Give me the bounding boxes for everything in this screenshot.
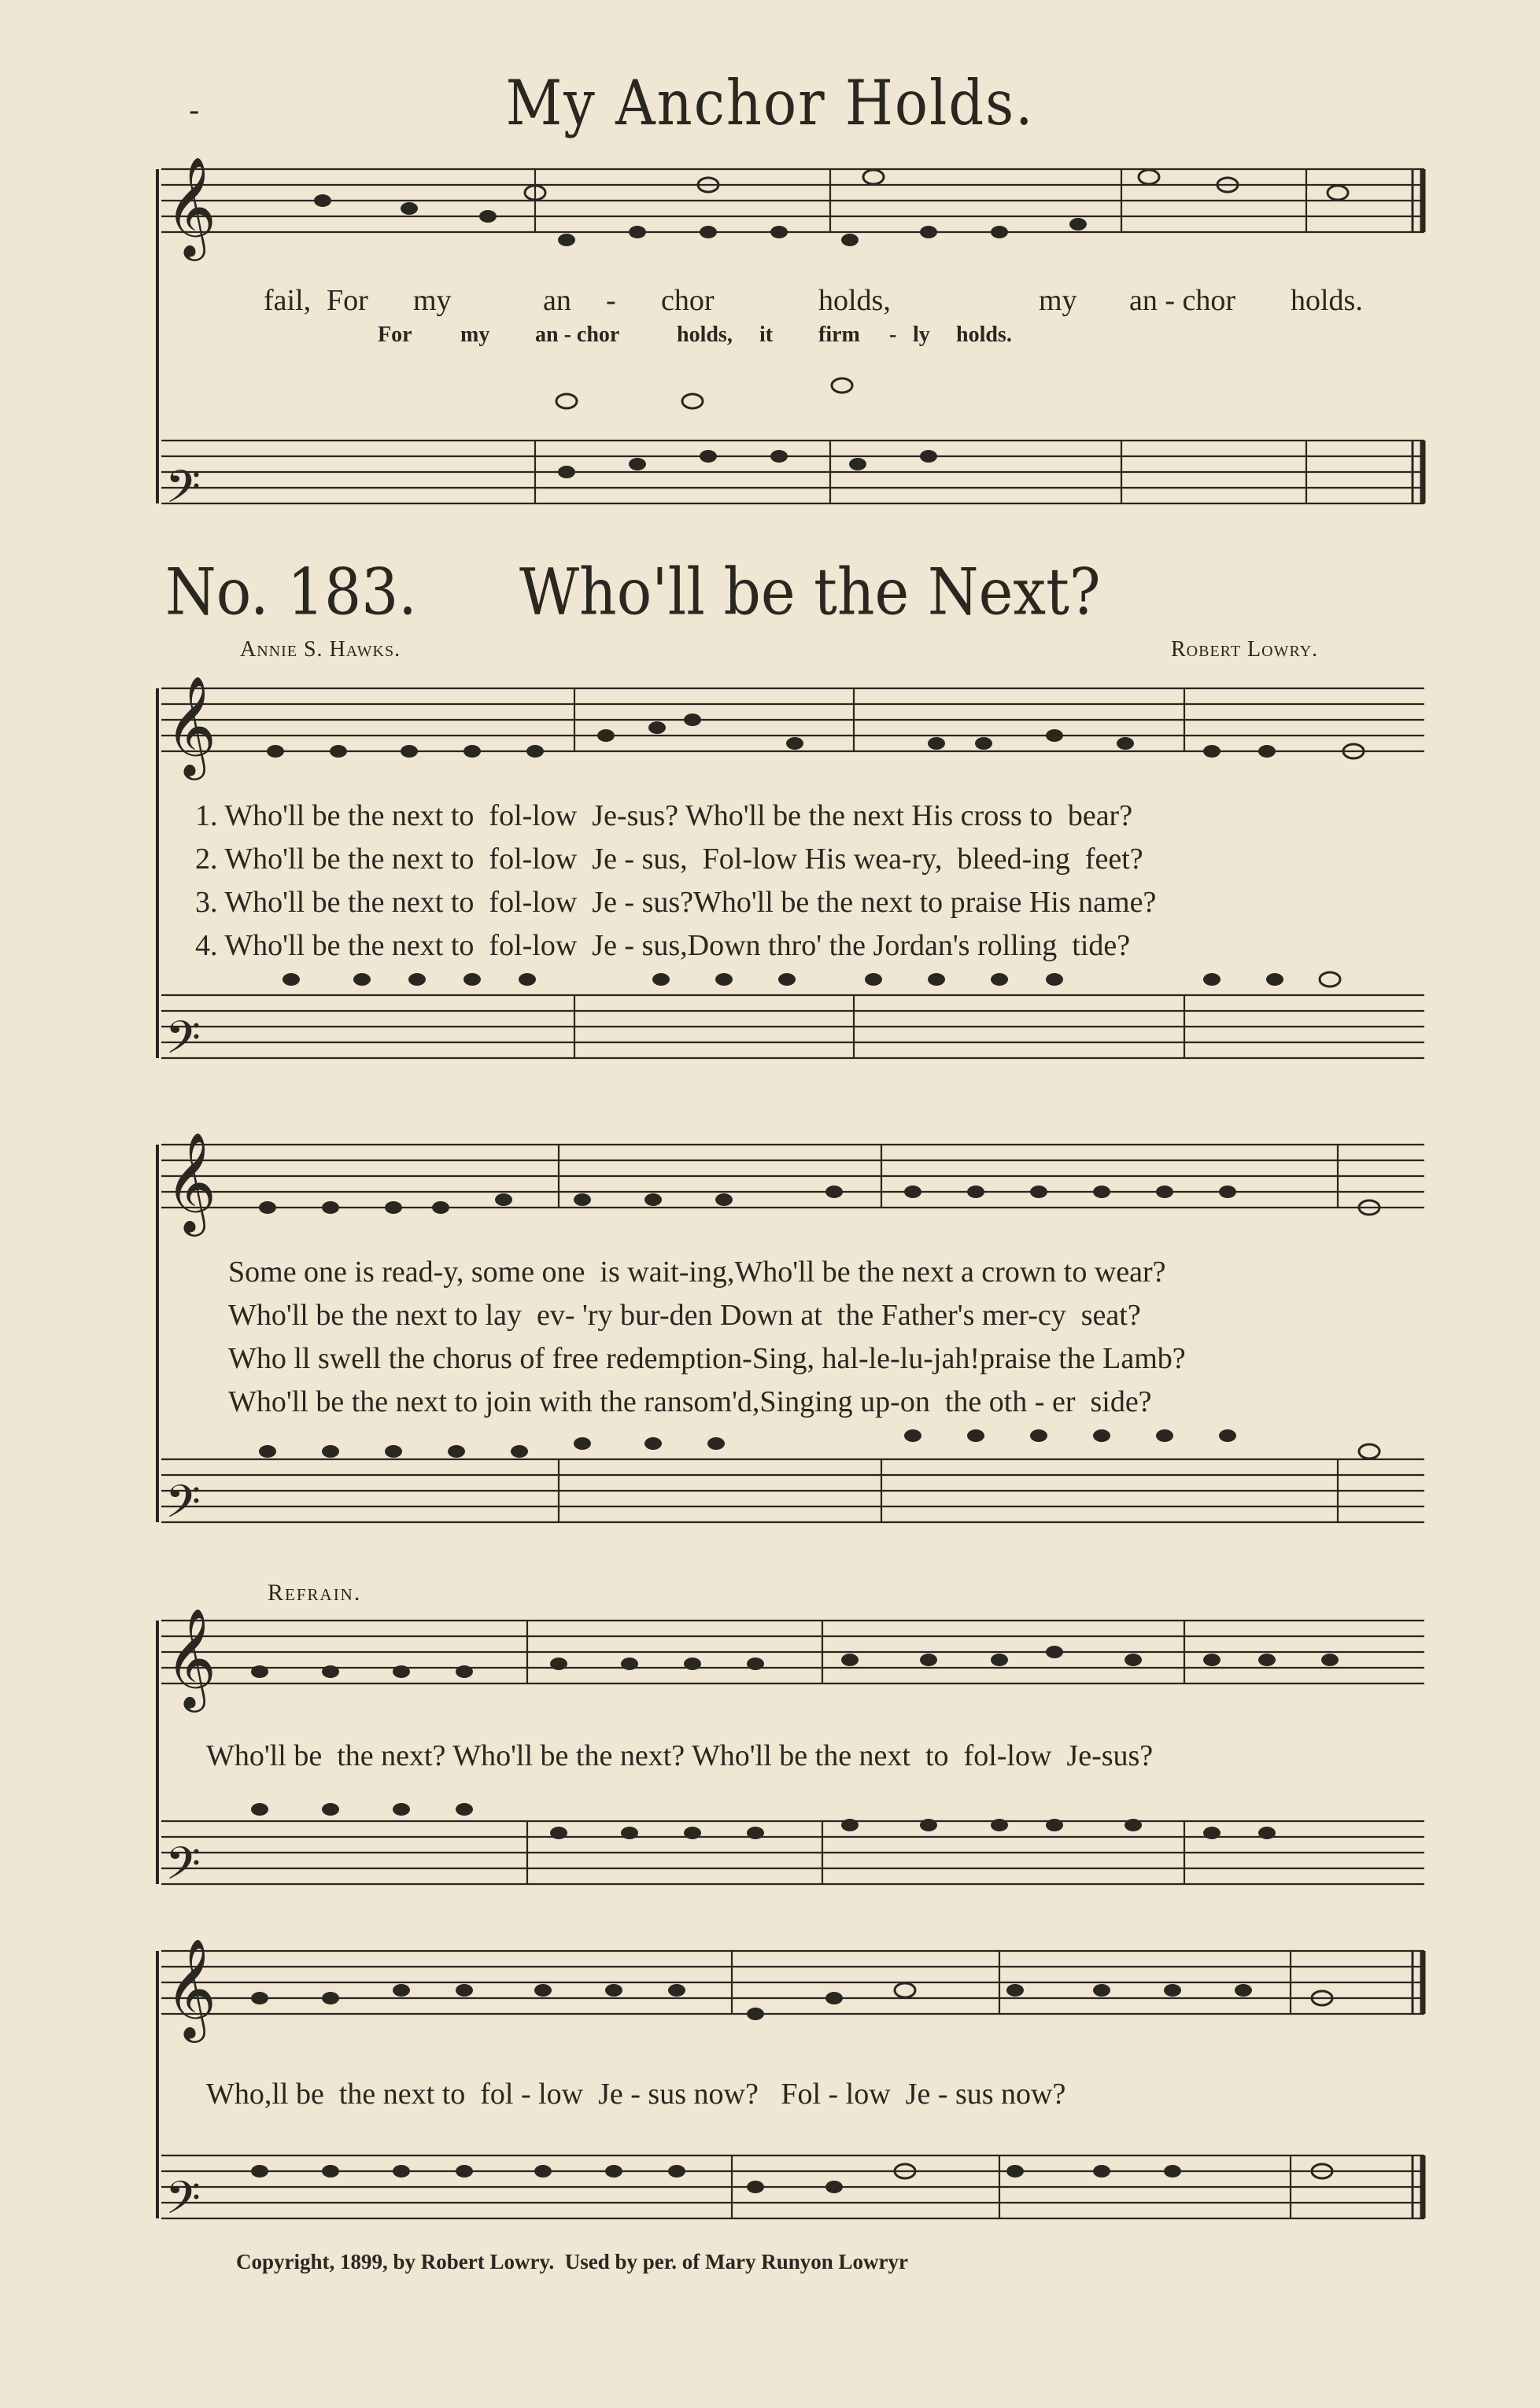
prev-alto-5: it xyxy=(759,323,774,347)
staff-treble-3 xyxy=(161,1145,1424,1208)
clefs xyxy=(165,156,216,2236)
prev-lyric-5: - xyxy=(606,284,616,317)
prev-alto-1: For xyxy=(378,323,412,347)
prev-lyric-4: an xyxy=(543,284,571,317)
svg-text:𝄢: 𝄢 xyxy=(165,460,201,525)
verse-3-line-b: Who ll swell the chorus of free redemption-Sing, hal-le-lu-jah!praise the Lamb? xyxy=(228,1342,1186,1375)
staff-bass-4 xyxy=(161,1821,1424,1884)
svg-text:𝄞: 𝄞 xyxy=(165,1131,217,1232)
prev-lyric-2: For xyxy=(327,284,368,317)
svg-text:𝄢: 𝄢 xyxy=(165,2171,201,2236)
staff-treble-4 xyxy=(161,1621,1424,1683)
staff-bass-3 xyxy=(161,1459,1424,1522)
prev-alto-8: ly xyxy=(913,323,930,347)
verse-4-line-a: 4. Who'll be the next to fol-low Je - sus,Down thro' the Jordan's rolling tide? xyxy=(195,929,1131,962)
prev-alto-4: holds, xyxy=(677,323,733,347)
prev-lyric-3: my xyxy=(413,284,452,317)
verse-2-line-a: 2. Who'll be the next to fol-low Je - sus, Fol-low His wea-ry, bleed-ing feet? xyxy=(195,843,1143,876)
prev-alto-3: an - chor xyxy=(535,323,620,347)
verse-2-line-b: Who'll be the next to lay ev- 'ry bur-den Down at the Father's mer-cy seat? xyxy=(228,1299,1141,1332)
verse-4-line-b: Who'll be the next to join with the ransom'd,Singing up-on the oth - er side? xyxy=(228,1385,1152,1418)
hymn-title: Who'll be the Next? xyxy=(519,555,1101,630)
svg-text:𝄞: 𝄞 xyxy=(165,675,217,776)
prev-lyric-1: fail, xyxy=(264,284,312,317)
svg-text:𝄢: 𝄢 xyxy=(165,1475,201,1540)
note-heads xyxy=(251,194,1339,2193)
author-credit: Annie S. Hawks. xyxy=(240,637,401,662)
prev-lyric-6: chor xyxy=(661,284,715,317)
svg-text:𝄢: 𝄢 xyxy=(165,1837,201,1901)
svg-text:𝄞: 𝄞 xyxy=(165,156,217,256)
refrain-line-1: Who'll be the next? Who'll be the next? Who'll be the next to fol-low Je-sus? xyxy=(206,1739,1154,1772)
prev-alto-6: firm xyxy=(818,323,860,347)
previous-hymn-title: My Anchor Holds. xyxy=(505,67,1035,139)
staff-bass-5 xyxy=(161,2155,1424,2218)
verse-3-line-a: 3. Who'll be the next to fol-low Je - sus?Who'll be the next to praise His name? xyxy=(195,886,1157,919)
verse-1-line-b: Some one is read-y, some one is wait-ing,Who'll be the next a crown to wear? xyxy=(228,1256,1166,1289)
prev-lyric-10: holds. xyxy=(1291,284,1363,317)
refrain-label: Refrain. xyxy=(268,1580,362,1606)
staff-treble-5 xyxy=(161,1951,1424,2014)
composer-credit: Robert Lowry. xyxy=(1171,637,1319,662)
prev-lyric-8: my xyxy=(1039,284,1077,317)
prev-alto-9: holds. xyxy=(956,323,1012,347)
copyright-notice: Copyright, 1899, by Robert Lowry. Used by per. of Mary Runyon Lowryr xyxy=(236,2250,909,2273)
verse-1-line-a: 1. Who'll be the next to fol-low Je-sus? Who'll be the next His cross to bear? xyxy=(195,799,1133,832)
prev-lyric-7: holds, xyxy=(818,284,891,317)
prev-lyric-9: an - chor xyxy=(1129,284,1236,317)
header-dash: - xyxy=(189,93,200,129)
svg-text:𝄞: 𝄞 xyxy=(165,1938,217,2038)
prev-alto-7: - xyxy=(889,323,897,347)
hymn-number: No. 183. xyxy=(165,555,417,630)
prev-alto-2: my xyxy=(460,323,490,347)
staff-bass-1 xyxy=(161,441,1424,503)
staff-bass-2 xyxy=(161,995,1424,1058)
svg-text:𝄞: 𝄞 xyxy=(165,1607,217,1708)
refrain-line-2: Who,ll be the next to fol - low Je - sus now? Fol - low Je - sus now? xyxy=(206,2078,1066,2111)
svg-text:𝄢: 𝄢 xyxy=(165,1011,201,1075)
